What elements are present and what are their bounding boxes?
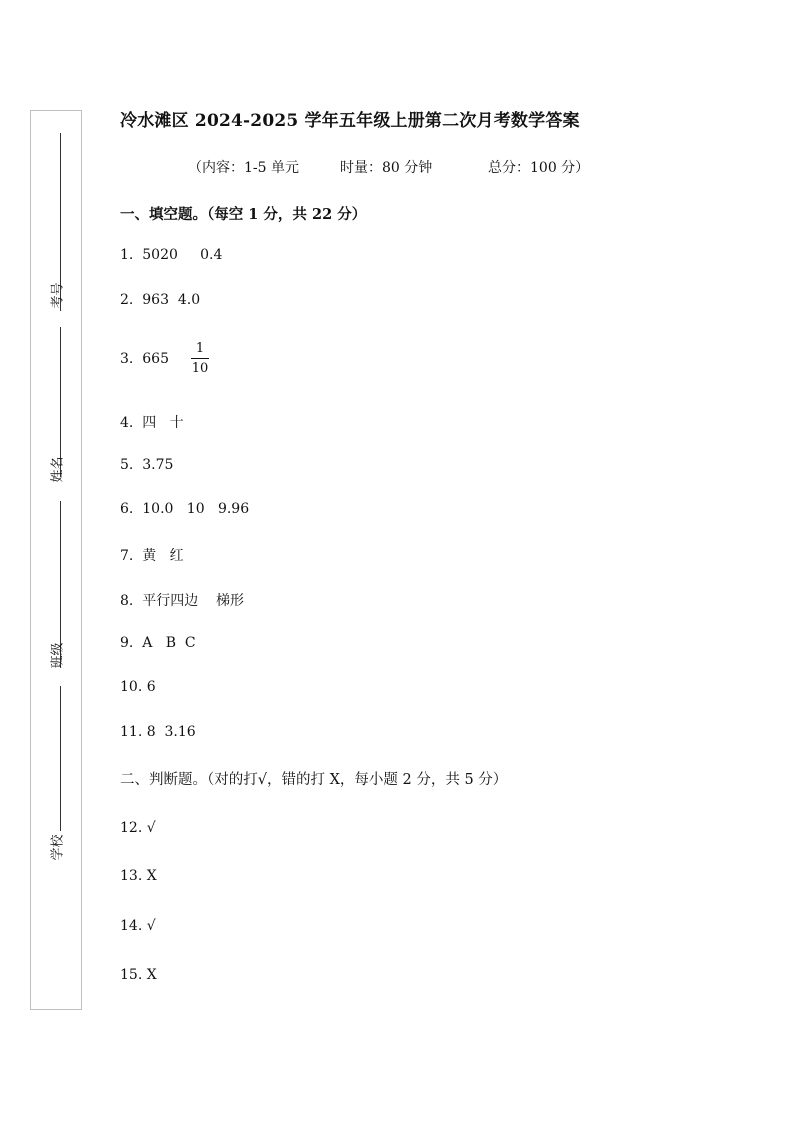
fraction bbox=[191, 342, 209, 376]
answer-item: 5. 3.75 bbox=[120, 457, 174, 473]
answer-item: 14. √ bbox=[120, 918, 156, 934]
binding-label-school: 学校 bbox=[50, 834, 66, 861]
answer-item-fraction bbox=[120, 342, 209, 376]
binding-label-exam-number: 考号 bbox=[50, 282, 66, 309]
answer-item: 6. 10.0 10 9.96 bbox=[120, 501, 250, 517]
answer-item: 2. 963 4.0 bbox=[120, 292, 201, 308]
fraction-numerator: 1 bbox=[195, 341, 205, 356]
subtitle-score: 总分：100 分） bbox=[488, 160, 590, 176]
subtitle-time: 时量：80 分钟 bbox=[340, 160, 433, 176]
fraction-denominator: 10 bbox=[191, 361, 209, 376]
binding-line bbox=[60, 327, 61, 477]
answer-item: 4. 四 十 bbox=[120, 415, 184, 431]
document-title: 冷水滩区 2024-2025 学年五年级上册第二次月考数学答案 bbox=[120, 111, 580, 131]
answer-item: 12. √ bbox=[120, 820, 156, 836]
answer-item: 1. 5020 0.4 bbox=[120, 247, 223, 263]
answer-item: 11. 8 3.16 bbox=[120, 724, 196, 740]
answer-prefix: 3. 665 bbox=[120, 351, 169, 367]
binding-label-name: 姓名 bbox=[50, 456, 66, 483]
answer-item: 8. 平行四边 梯形 bbox=[120, 593, 245, 609]
answer-item: 7. 黄 红 bbox=[120, 548, 184, 564]
binding-label-class: 班级 bbox=[50, 642, 66, 669]
binding-strip bbox=[30, 110, 82, 1010]
section-2-heading: 二、判断题。（对的打√，错的打 X，每小题 2 分，共 5 分） bbox=[120, 772, 508, 788]
answer-item: 15. X bbox=[120, 967, 157, 983]
answer-item: 13. X bbox=[120, 868, 157, 884]
binding-line bbox=[60, 686, 61, 831]
subtitle-content: （内容：1-5 单元 bbox=[188, 160, 299, 176]
section-1-heading: 一、填空题。（每空 1 分，共 22 分） bbox=[120, 206, 367, 223]
answer-item: 10. 6 bbox=[120, 679, 156, 695]
answer-item: 9. A B C bbox=[120, 635, 196, 651]
